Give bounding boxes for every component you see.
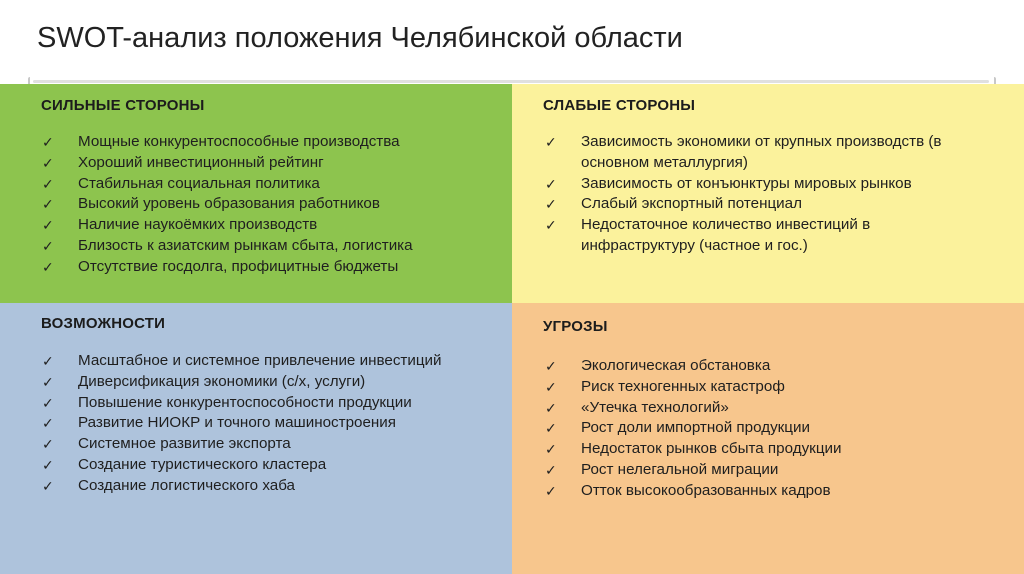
threats-quadrant [512,303,1024,574]
weaknesses-item [545,132,985,174]
weaknesses-item-text: Зависимость экономики от крупных производств (в основном металлургия) [581,133,942,171]
check-icon: ✓ [545,358,557,374]
weaknesses-item-text: Недостаточное количество инвестиций в инфраструктуру (частное и гос.) [581,216,871,254]
strengths-list [42,132,492,278]
check-icon: ✓ [545,420,557,437]
weaknesses-item [545,174,985,195]
strengths-item-text: Близость к азиатским рынкам сбыта, логистика [78,236,413,254]
strengths-item [42,153,492,174]
opportunities-item-text: Системное развитие экспорта [78,435,291,453]
strengths-item [42,236,492,257]
opportunities-item [42,434,462,455]
opportunities-item-text: Создание логистического хаба [78,476,296,494]
check-icon: ✓ [42,394,54,411]
threats-list [545,356,985,502]
threats-item [545,481,985,502]
opportunities-item-text: Масштабное и системное привлечение инвестиций [78,352,442,369]
strengths-item [42,257,492,278]
threats-item [545,460,985,481]
weaknesses-list [545,132,985,257]
check-icon: ✓ [42,217,54,234]
weaknesses-item [545,215,985,257]
check-icon: ✓ [42,456,54,473]
weaknesses-item-text: Зависимость от конъюнктуры мировых рынков [581,174,912,192]
threats-item-text: Отток высокообразованных кадров [581,481,831,499]
threats-item-text: Экологическая обстановка [581,357,771,374]
check-icon: ✓ [545,482,557,499]
threats-item-text: Недостаток рынков сбыта продукции [581,440,842,458]
check-icon: ✓ [545,441,557,458]
opportunities-item [42,455,462,476]
check-icon: ✓ [545,175,557,192]
threats-heading: УГРОЗЫ [543,318,608,335]
opportunities-heading: ВОЗМОЖНОСТИ [41,315,166,332]
strengths-item-text: Наличие наукоёмких производств [78,216,318,234]
strengths-item-text: Отсутствие госдолга, профицитные бюджеты [78,257,399,275]
check-icon: ✓ [42,353,54,369]
threats-item [545,398,985,419]
opportunities-quadrant [0,303,512,574]
weaknesses-quadrant [512,84,1024,303]
threats-item-text: Рост доли импортной продукции [581,419,810,437]
strengths-item [42,132,492,153]
strengths-item [42,215,492,236]
threats-item [545,418,985,439]
opportunities-item [42,413,462,434]
strengths-item [42,174,492,195]
check-icon: ✓ [42,436,54,453]
strengths-item-text: Стабильная социальная политика [78,174,320,192]
weaknesses-item-text: Слабый экспортный потенциал [581,195,802,213]
weaknesses-heading: СЛАБЫЕ СТОРОНЫ [543,97,696,114]
opportunities-item-text: Повышение конкурентоспособности продукции [78,393,412,411]
page-title: SWOT-анализ положения Челябинской области [37,22,683,54]
opportunities-item [42,393,462,414]
check-icon: ✓ [42,237,54,254]
check-icon: ✓ [545,378,557,395]
check-icon: ✓ [42,373,54,390]
threats-item-text: Риск техногенных катастроф [581,377,785,395]
strengths-item-text: Хороший инвестиционный рейтинг [78,153,324,171]
opportunities-item [42,372,462,393]
opportunities-list [42,351,462,497]
opportunities-item-text: Создание туристического кластера [78,455,327,473]
threats-item [545,439,985,460]
check-icon: ✓ [545,217,557,234]
threats-item-text: Рост нелегальной миграции [581,460,779,478]
check-icon: ✓ [545,134,557,150]
opportunities-item [42,351,462,372]
check-icon: ✓ [42,477,54,494]
check-icon: ✓ [545,196,557,213]
weaknesses-item [545,194,985,215]
strengths-heading: СИЛЬНЫЕ СТОРОНЫ [41,97,205,114]
check-icon: ✓ [42,415,54,432]
opportunities-item [42,476,462,497]
strengths-quadrant [0,84,512,303]
check-icon: ✓ [545,399,557,416]
opportunities-item-text: Диверсификация экономики (с/х, услуги) [78,372,366,390]
title-divider [33,80,989,83]
strengths-item-text: Мощные конкурентоспособные производства [78,133,400,150]
threats-item [545,356,985,377]
threats-item-text: «Утечка технологий» [581,398,729,416]
check-icon: ✓ [42,154,54,171]
check-icon: ✓ [42,134,54,150]
check-icon: ✓ [42,175,54,192]
check-icon: ✓ [42,258,54,275]
check-icon: ✓ [42,196,54,213]
threats-item [545,377,985,398]
strengths-item-text: Высокий уровень образования работников [78,195,380,213]
strengths-item [42,194,492,215]
check-icon: ✓ [545,461,557,478]
opportunities-item-text: Развитие НИОКР и точного машиностроения [78,414,397,432]
